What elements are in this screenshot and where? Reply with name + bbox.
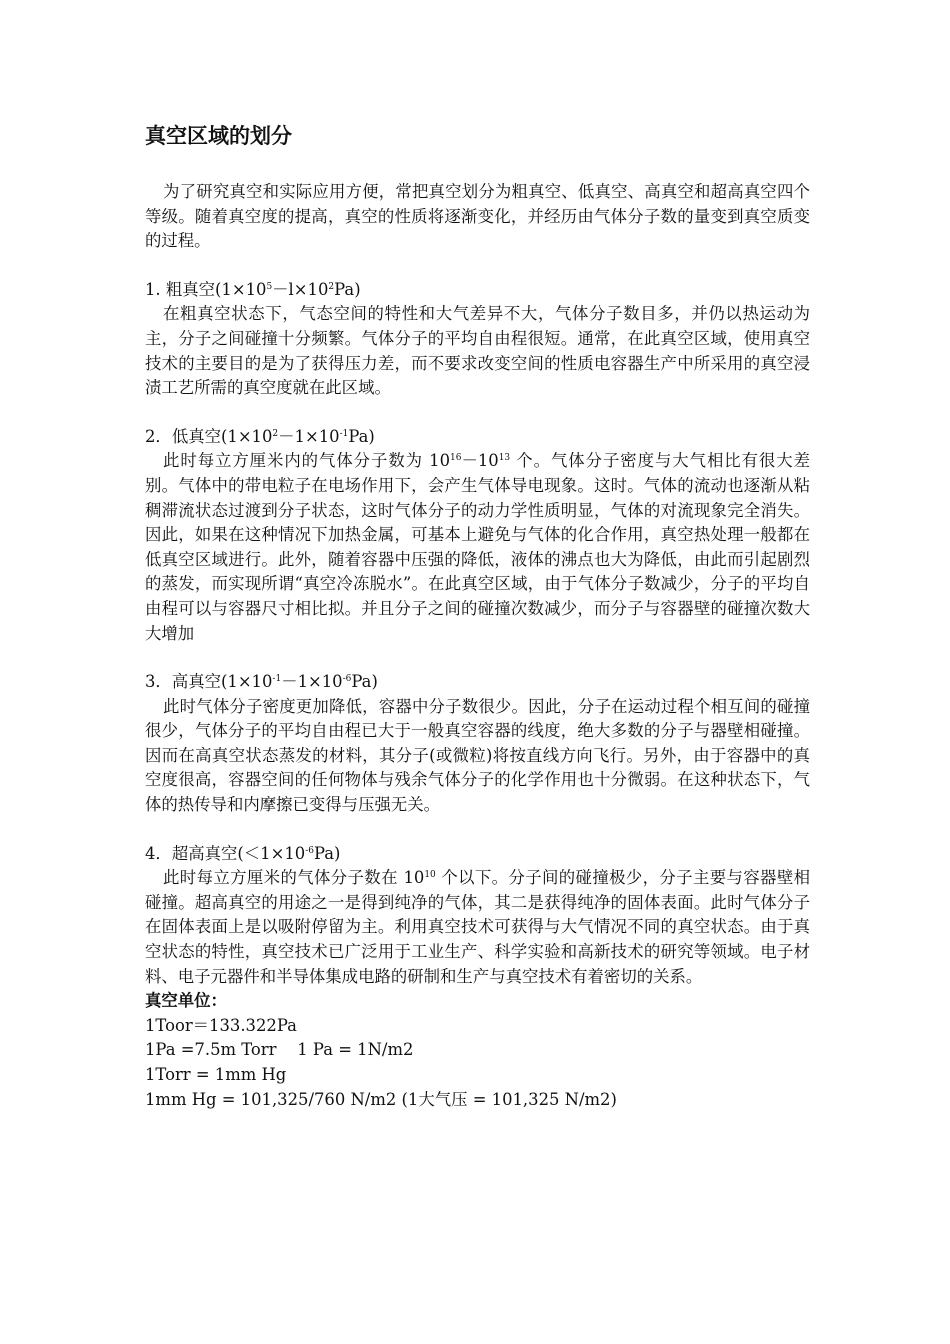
section-body: 在粗真空状态下，气态空间的特性和大气差异不大，气体分子数目多，并仍以热运动为主，分子之间碰撞十分频繁。气体分子的平均自由程很短。通常，在此真空区域，使用真空技术的主要目的是为了获得压力差，而不要求改变空间的性质电容器生产中所采用的真空浸渍工艺所需的真空度就在此区域。 <box>145 304 810 398</box>
section-high-vacuum <box>145 670 810 818</box>
section-low-vacuum <box>145 425 810 646</box>
document-body <box>145 118 810 1112</box>
unit-line: 1mm Hg = 101,325/760 N/m2 (1大气压 = 101,325 N/m2) <box>145 1089 617 1109</box>
section-heading: 1. 粗真空$(1\times 10^5-l\times 10^2Pa)$ <box>145 279 361 299</box>
unit-line: 1Torr = 1mm Hg <box>145 1065 287 1084</box>
units-block <box>145 989 810 1112</box>
section-body: 此时每立方厘米的气体分子数在 $10^{10}$ 个以下。分子间的碰撞极少，分子主要与容器壁相碰撞。超高真空的用途之一是得到纯净的气体，其二是获得纯净的固体表面。此时气体分子在固体表面上是以吸附停留为主。利用真空技术可获得与大气情况不同的真空状态。由于真空状态的特性，真空技术已广泛用于工业生产、科学实验和高新技术的研究等领域。电子材料、电子元器件和半导体集成电路的研制和生产与真空技术有着密切的关系。 <box>145 868 810 986</box>
section-heading: 2．低真空$(1\times 10^2-1\times 10^{-1}Pa)$ <box>145 426 375 446</box>
unit-line: 1Toor＝133.322Pa <box>145 1015 297 1035</box>
section-rough-vacuum <box>145 278 810 401</box>
unit-line: 1Pa =7.5m Torr 1 Pa = 1N/m2 <box>145 1040 414 1060</box>
section-body: 此时每立方厘米内的气体分子数为 $10^{16}-10^{13}$ 个。气体分子密度与大气相比有很大差别。气体中的带电粒子在电场作用下，会产生气体导电现象。这时。气体的流动也逐渐从粘稠滞流状态过渡到分子状态，这时气体分子的动力学性质明显，气体的对流现象完全消失。因此，如果在这种情况下加热金属，可基本上避免与气体的化合作用，真空热处理一般都在低真空区域进行。此外，随着容器中压强的降低，液体的沸点也大为降低，由此而引起剧烈的蒸发，而实现所谓“真空冷冻脱水”。在此真空区域，由于气体分子数减少，分子的平均自由程可以与容器尺寸相比拟。并且分子之间的碰撞次数减少，而分子与容器壁的碰撞次数大大增加 <box>145 451 810 643</box>
section-body: 此时气体分子密度更加降低，容器中分子数很少。因此，分子在运动过程个相互间的碰撞很少，气体分子的平均自由程已大于一般真空容器的线度，绝大多数的分子与器壁相碰撞。因而在高真空状态蒸发的材料，其分子(或微粒)将按直线方向飞行。另外，由于容器中的真空度很高，容器空间的任何物体与残余气体分子的化学作用也十分微弱。在这种状态下，气体的热传导和内摩擦已变得与压强无关。 <box>145 696 810 815</box>
intro-paragraph: 为了研究真空和实际应用方便，常把真空划分为粗真空、低真空、高真空和超高真空四个等级。随着真空度的提高，真空的性质将逐渐变化，并经历由气体分子数的量变到真空质变的过程。 <box>145 182 810 251</box>
section-ultra-high-vacuum <box>145 842 810 990</box>
units-heading: 真空单位： <box>145 991 227 1011</box>
section-heading: 3．高真空$(1\times 10^{-1}-1\times 10^{-6}Pa)$ <box>145 672 378 692</box>
page-title: 真空区域的划分 <box>145 124 292 148</box>
section-heading: 4．超高真空$(<1\times 10^{-6}Pa)$ <box>145 843 341 863</box>
